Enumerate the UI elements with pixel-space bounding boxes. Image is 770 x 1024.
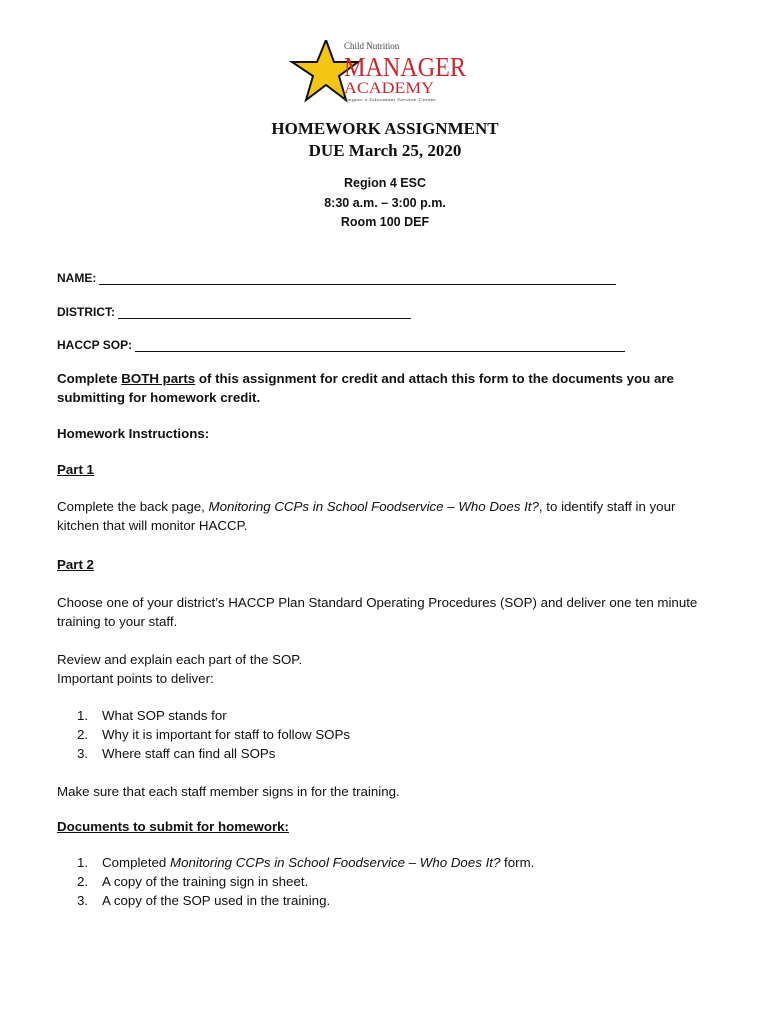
part1-text: Complete the back page, Monitoring CCPs in School Foodservice – Who Does It?, to identify staff in your kitchen that will monitor HACCP. — [57, 499, 676, 533]
district-label: DISTRICT: — [57, 305, 115, 319]
list-item: 2. Why it is important for staff to follow SOPs — [77, 727, 351, 742]
haccp-sop-line[interactable] — [135, 340, 625, 352]
district-line[interactable] — [118, 307, 411, 319]
list-item: 1. Completed Monitoring CCPs in School Foodservice – Who Does It? form. — [77, 855, 535, 870]
room: Room 100 DEF — [340, 215, 430, 229]
homework-instructions-heading: Homework Instructions: — [57, 426, 210, 441]
review-text: Review and explain each part of the SOP. Important points to deliver: — [57, 652, 303, 686]
due-date: DUE March 25, 2020 — [308, 141, 462, 160]
svg-text:MANAGER: MANAGER — [344, 52, 466, 82]
session-time: 8:30 a.m. – 3:00 p.m. — [324, 196, 446, 210]
list-item: 1. What SOP stands for — [77, 708, 227, 723]
district-field[interactable] — [57, 305, 411, 319]
both-parts: BOTH parts — [121, 371, 196, 386]
documents-heading: Documents to submit for homework: — [57, 819, 289, 834]
name-line[interactable] — [99, 273, 616, 285]
name-label: NAME: — [57, 271, 97, 285]
assignment-title: HOMEWORK ASSIGNMENT — [271, 119, 499, 138]
name-field[interactable] — [57, 271, 616, 285]
part2-text: Choose one of your district’s HACCP Plan Standard Operating Procedures (SOP) and deliver one ten minute training to your staff. — [57, 595, 698, 629]
list-item: 2. A copy of the training sign in sheet. — [77, 874, 309, 889]
svg-text:Child Nutrition: Child Nutrition — [344, 41, 400, 51]
signin-text: Make sure that each staff member signs in for the training. — [57, 784, 400, 799]
credit-instructions: Complete BOTH parts of this assignment for credit and attach this form to the documents you are submitting for homework credit. — [57, 371, 674, 405]
haccp-sop-label: HACCP SOP: — [57, 338, 133, 352]
svg-text:Region 4 Education Service Cen: Region 4 Education Service Center — [344, 97, 437, 102]
list-item: 3. A copy of the SOP used in the training. — [77, 893, 331, 908]
part2-heading: Part 2 — [57, 557, 94, 572]
academy-logo — [286, 40, 486, 104]
important-points-list — [77, 706, 350, 763]
list-item: 3. Where staff can find all SOPs — [77, 746, 276, 761]
part1-heading: Part 1 — [57, 462, 94, 477]
haccp-sop-field[interactable] — [57, 338, 625, 352]
region: Region 4 ESC — [344, 176, 426, 190]
svg-text:ACADEMY: ACADEMY — [344, 80, 435, 97]
documents-list — [77, 853, 534, 910]
